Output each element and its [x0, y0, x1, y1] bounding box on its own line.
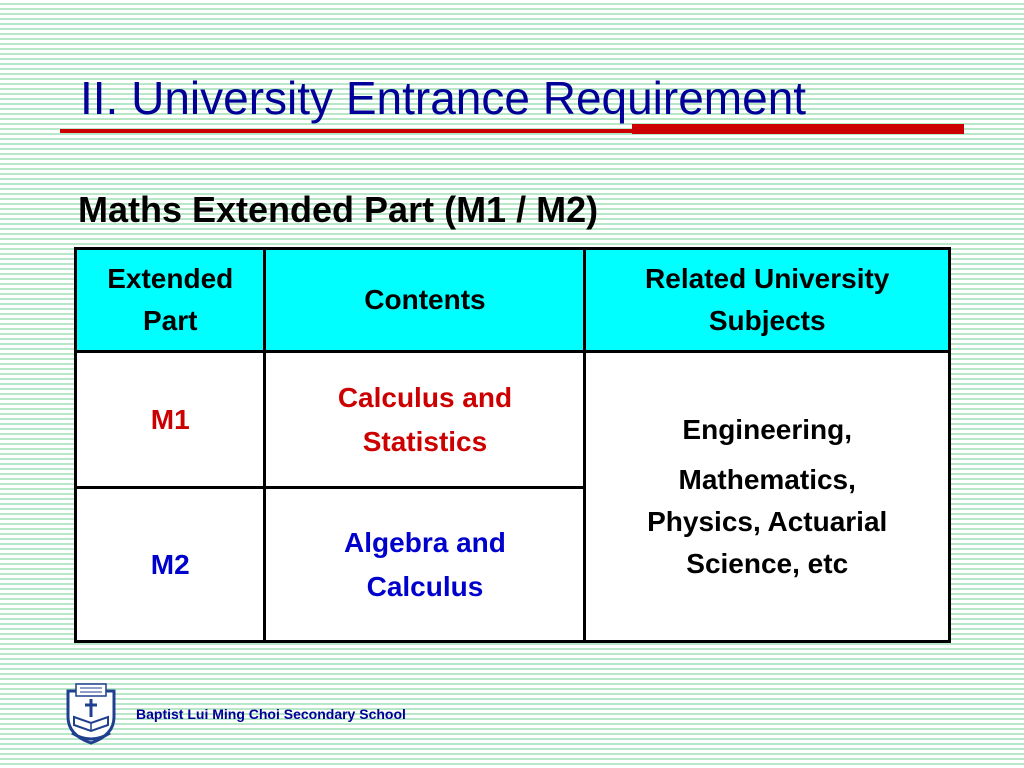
row-m1-part: M1	[76, 352, 265, 488]
slide-title: II. University Entrance Requirement	[80, 72, 807, 124]
header-contents	[265, 249, 585, 352]
table-row	[76, 352, 950, 488]
footer-school-name: Baptist Lui Ming Choi Secondary School	[136, 706, 406, 722]
header-extended-part-line2: Part	[143, 305, 198, 336]
school-crest-icon	[64, 683, 118, 745]
related-subject-2: Mathematics,	[678, 463, 856, 495]
requirements-table	[74, 247, 951, 643]
table-header-row	[76, 249, 950, 352]
row-m1-contents	[265, 352, 585, 488]
related-subject-4: Science, etc	[686, 547, 849, 579]
header-related-subjects-line1: Related University	[645, 263, 890, 294]
row-m2-contents	[265, 488, 585, 642]
header-extended-part-line1: Extended	[107, 263, 234, 294]
row-m2-contents-line1: Algebra and	[344, 526, 506, 558]
header-contents-label: Contents	[364, 284, 486, 315]
header-related-subjects-line2: Subjects	[708, 305, 826, 336]
related-subject-1: Engineering,	[682, 413, 852, 445]
title-underline-thick	[632, 124, 964, 134]
row-m2-contents-line2: Calculus	[366, 570, 484, 602]
row-m2-part: M2	[76, 488, 265, 642]
row-m1-contents-line1: Calculus and	[337, 381, 513, 413]
slide-subtitle: Maths Extended Part (M1 / M2)	[78, 189, 599, 230]
header-related-subjects	[585, 249, 950, 352]
related-subject-3: Physics, Actuarial	[647, 505, 888, 537]
row-m1-contents-line2: Statistics	[362, 425, 488, 457]
title-underline-thin	[60, 129, 680, 133]
related-subjects-cell	[585, 352, 950, 642]
header-extended-part	[76, 249, 265, 352]
